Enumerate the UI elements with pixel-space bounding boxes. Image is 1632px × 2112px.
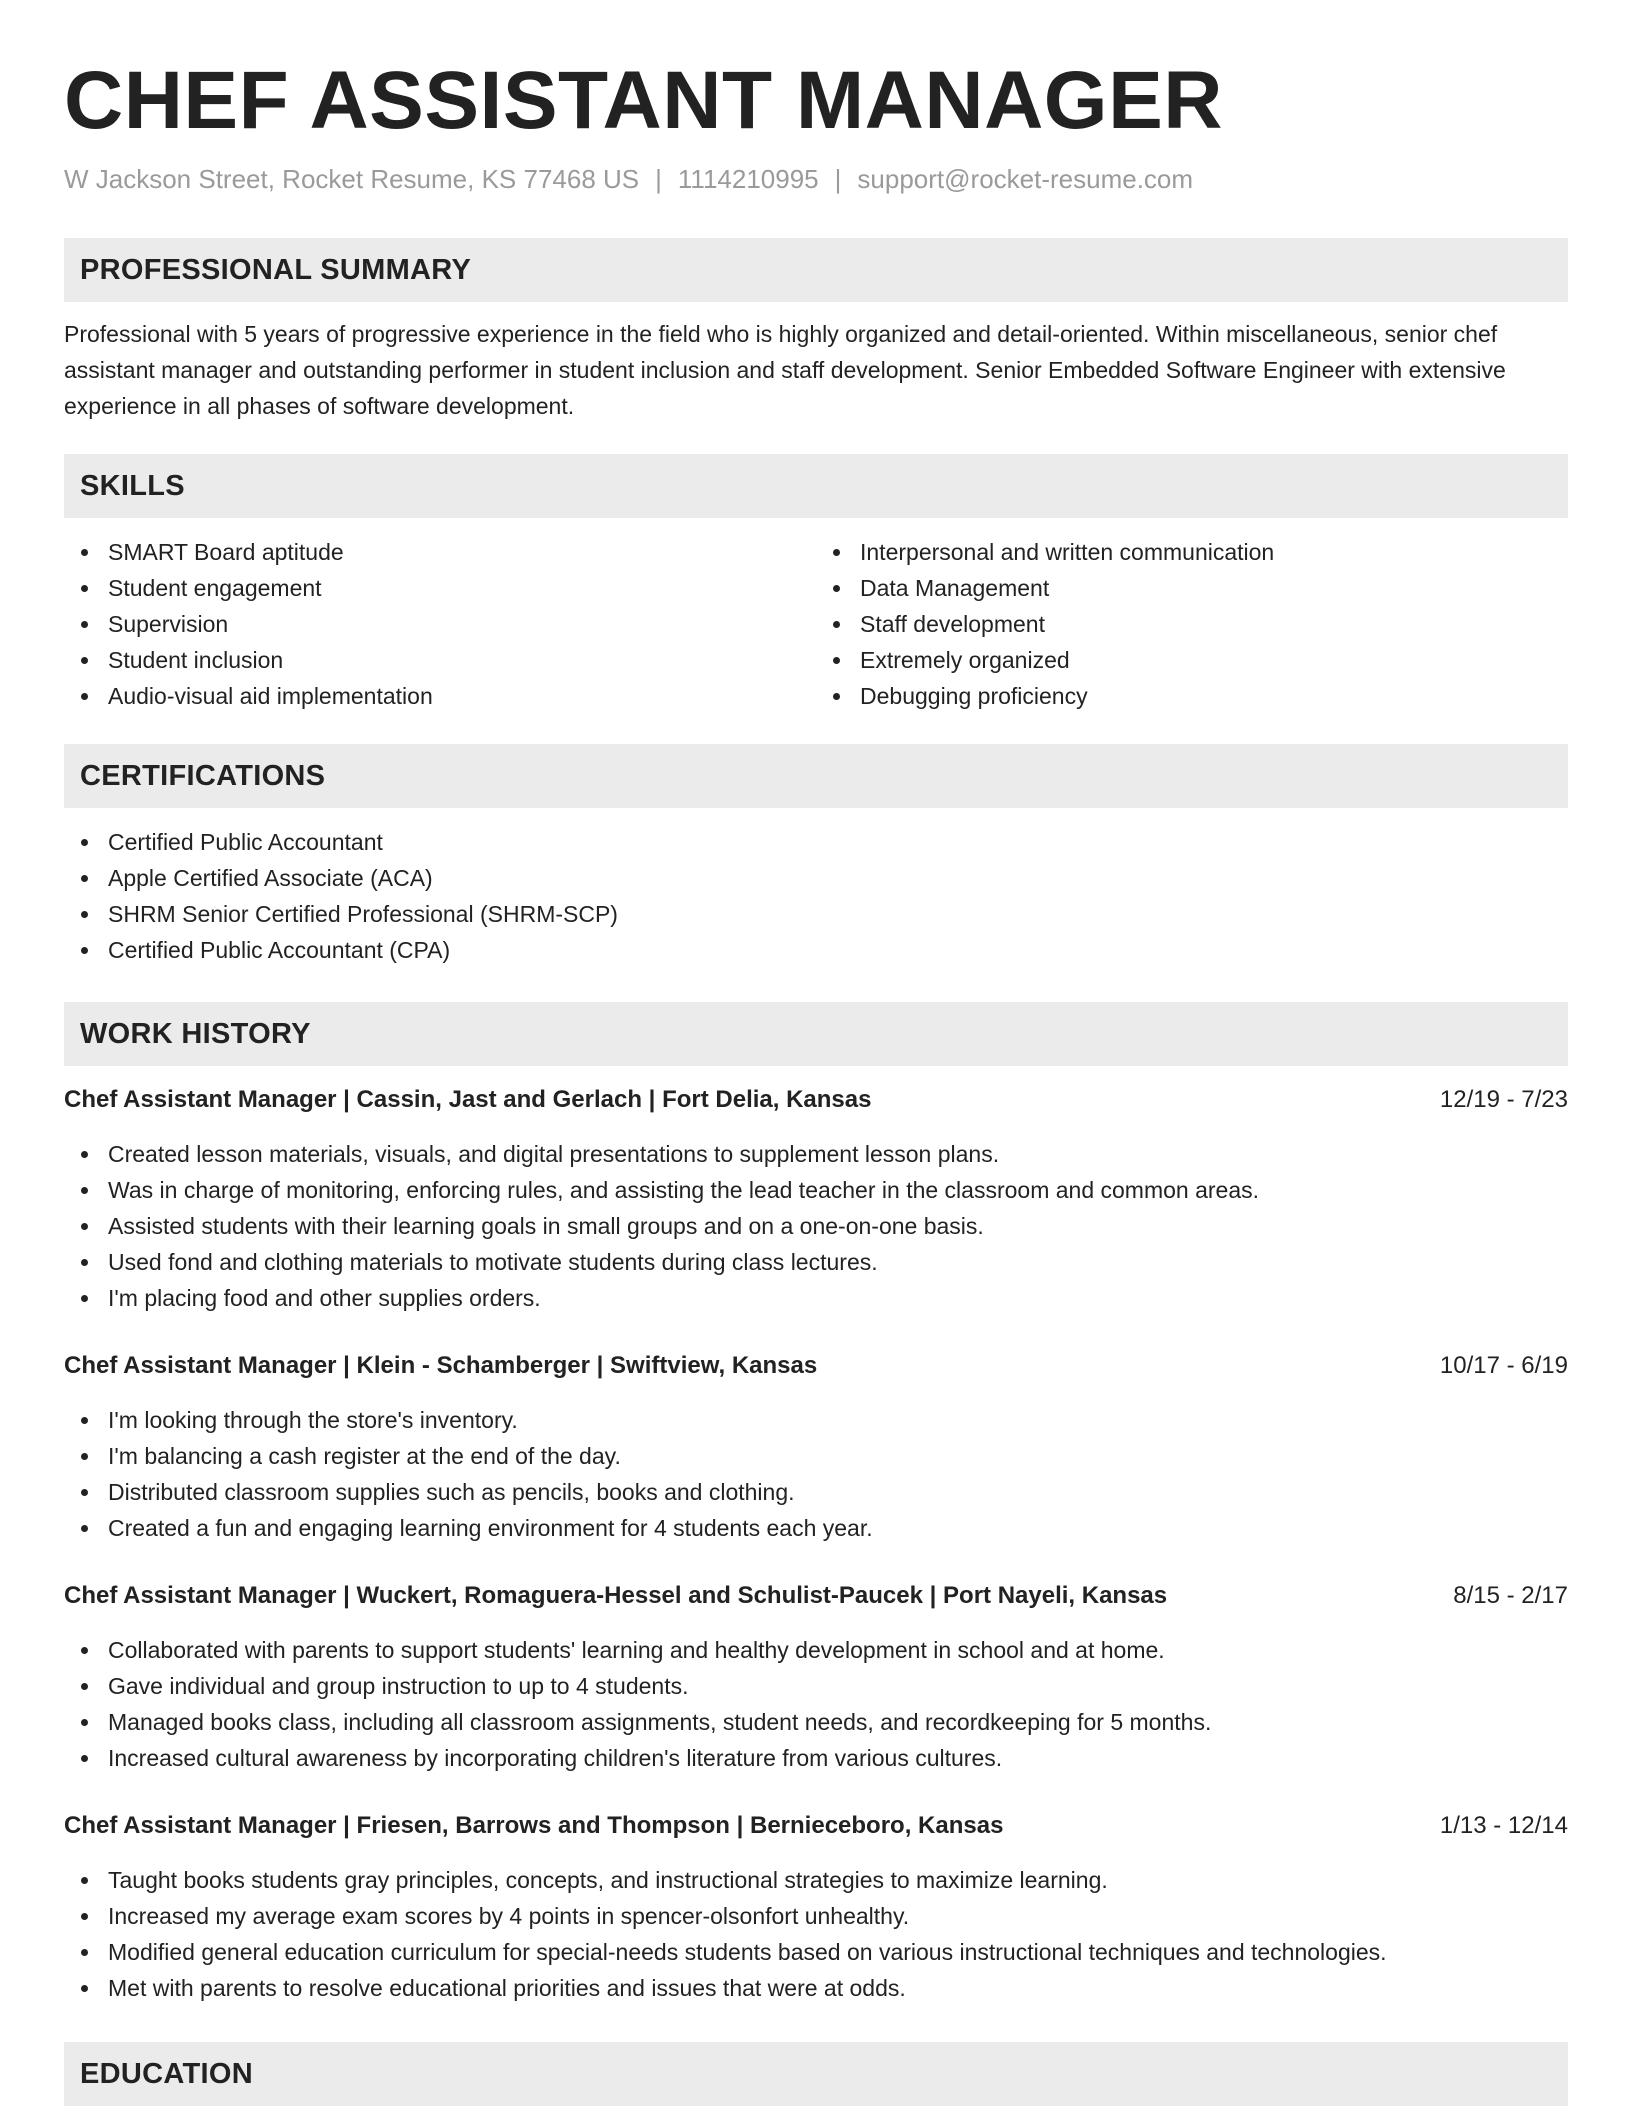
certification-item: Certified Public Accountant <box>64 824 1568 860</box>
job-bullet: I'm placing food and other supplies orders. <box>64 1280 1568 1316</box>
job-dates: 10/17 - 6/19 <box>1439 1352 1568 1380</box>
candidate-name: CHEF ASSISTANT MANAGER <box>64 55 1223 146</box>
job-entry <box>64 1348 1568 1546</box>
job-title: Chef Assistant Manager | Friesen, Barrows and Thompson | Bernieceboro, Kansas <box>64 1812 1004 1840</box>
job-title: Chef Assistant Manager | Cassin, Jast and Gerlach | Fort Delia, Kansas <box>64 1086 872 1114</box>
certification-item: SHRM Senior Certified Professional (SHRM-SCP) <box>64 896 1568 932</box>
section-header-skills: SKILLS <box>64 454 1568 518</box>
skills-list <box>64 534 1568 714</box>
contact-separator: | <box>834 164 842 195</box>
job-bullet: Met with parents to resolve educational priorities and issues that were at odds. <box>64 1970 1568 2006</box>
job-entry <box>64 1082 1568 1316</box>
skill-item: Audio-visual aid implementation <box>64 678 816 714</box>
job-bullet: Increased my average exam scores by 4 points in spencer-olsonfort unhealthy. <box>64 1898 1568 1934</box>
job-bullet: Gave individual and group instruction to up to 4 students. <box>64 1668 1568 1704</box>
job-header <box>64 1808 1568 1844</box>
job-bullet: I'm looking through the store's inventory. <box>64 1402 1568 1438</box>
job-dates: 1/13 - 12/14 <box>1439 1812 1568 1840</box>
section-header-certifications: CERTIFICATIONS <box>64 744 1568 808</box>
skill-item: Staff development <box>816 606 1568 642</box>
job-dates: 8/15 - 2/17 <box>1453 1582 1568 1610</box>
job-dates: 12/19 - 7/23 <box>1439 1086 1568 1114</box>
job-title: Chef Assistant Manager | Wuckert, Romaguera-Hessel and Schulist-Paucek | Port Nayeli, Kansas <box>64 1582 1168 1610</box>
section-header-work-history: WORK HISTORY <box>64 1002 1568 1066</box>
job-bullet: Increased cultural awareness by incorporating children's literature from various cultures. <box>64 1740 1568 1776</box>
section-header-education: EDUCATION <box>64 2042 1568 2106</box>
contact-phone: 1114210995 <box>677 164 819 195</box>
skill-item: Data Management <box>816 570 1568 606</box>
skill-item: Student engagement <box>64 570 816 606</box>
certifications-list <box>64 824 1568 968</box>
job-bullet: Taught books students gray principles, concepts, and instructional strategies to maximize learning. <box>64 1862 1568 1898</box>
job-bullet: Managed books class, including all classroom assignments, student needs, and recordkeeping for 5 months. <box>64 1704 1568 1740</box>
job-bullets <box>64 1862 1568 2006</box>
skill-item: Debugging proficiency <box>816 678 1568 714</box>
job-entry <box>64 1808 1568 2006</box>
certification-item: Apple Certified Associate (ACA) <box>64 860 1568 896</box>
job-bullets <box>64 1632 1568 1776</box>
contact-email: support@rocket-resume.com <box>857 164 1194 195</box>
skill-item: Interpersonal and written communication <box>816 534 1568 570</box>
job-bullet: Assisted students with their learning goals in small groups and on a one-on-one basis. <box>64 1208 1568 1244</box>
job-entry <box>64 1578 1568 1776</box>
job-bullet: Used fond and clothing materials to motivate students during class lectures. <box>64 1244 1568 1280</box>
skill-item: Supervision <box>64 606 816 642</box>
skills-column-left <box>64 534 816 714</box>
contact-line <box>64 164 1568 195</box>
job-bullets <box>64 1402 1568 1546</box>
job-bullet: Modified general education curriculum for special-needs students based on various instructional techniques and technologies. <box>64 1934 1568 1970</box>
skill-item: Student inclusion <box>64 642 816 678</box>
job-bullet: Collaborated with parents to support students' learning and healthy development in school and at home. <box>64 1632 1568 1668</box>
job-bullet: I'm balancing a cash register at the end of the day. <box>64 1438 1568 1474</box>
job-bullet: Created lesson materials, visuals, and digital presentations to supplement lesson plans. <box>64 1136 1568 1172</box>
job-header <box>64 1348 1568 1384</box>
job-bullet: Was in charge of monitoring, enforcing rules, and assisting the lead teacher in the classroom and common areas. <box>64 1172 1568 1208</box>
contact-separator: | <box>655 164 662 195</box>
job-header <box>64 1578 1568 1614</box>
job-bullet: Created a fun and engaging learning environment for 4 students each year. <box>64 1510 1568 1546</box>
certification-item: Certified Public Accountant (CPA) <box>64 932 1568 968</box>
job-bullet: Distributed classroom supplies such as pencils, books and clothing. <box>64 1474 1568 1510</box>
job-header <box>64 1082 1568 1118</box>
skills-column-right <box>816 534 1568 714</box>
contact-address: W Jackson Street, Rocket Resume, KS 77468 US <box>64 164 640 195</box>
skill-item: SMART Board aptitude <box>64 534 816 570</box>
job-title: Chef Assistant Manager | Klein - Schamberger | Swiftview, Kansas <box>64 1352 818 1380</box>
job-bullets <box>64 1136 1568 1316</box>
skill-item: Extremely organized <box>816 642 1568 678</box>
section-header-summary: PROFESSIONAL SUMMARY <box>64 238 1568 302</box>
summary-text: Professional with 5 years of progressive experience in the field who is highly organized and detail-oriented. Within miscellaneous, senior chef assistant manager and outstanding performer in student inclusion and staff development. Senior Embedded Software Engineer with extensive experience in all phases of software development. <box>64 321 1506 420</box>
